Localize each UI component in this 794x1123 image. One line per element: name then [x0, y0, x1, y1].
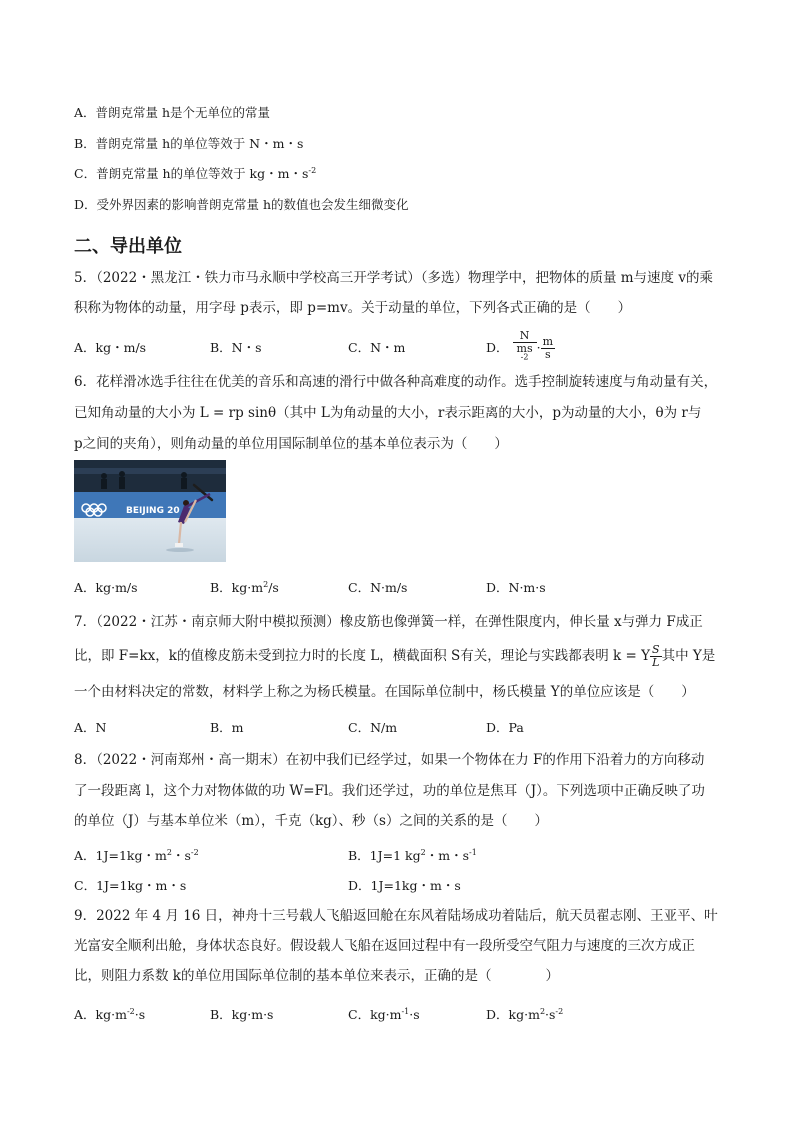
q8-line3: 的单位（J）与基本单位米（m），千克（kg）、秒（s）之间的关系的是（ ） — [74, 813, 548, 829]
q8-option-a: A．1J=1kg・$m^2$・$s^{-2}$ — [74, 847, 199, 863]
q7-option-b: B．m — [210, 720, 244, 735]
q4-option-b: B．普朗克常量 h的单位等效于 N・m・s — [74, 136, 304, 151]
q7-option-d: D．Pa — [486, 720, 524, 735]
q8-options-row1 — [74, 846, 734, 866]
q6-options — [74, 578, 734, 598]
q8-option-c: C．1J=1kg・m・s — [74, 878, 187, 893]
q7-line2: 比，即 F=kx，k的值橡皮筋未受到拉力时的长度 L，横截面积 S有关，理论与实践都表明 k = Y $\frac{S}{L}$ 其中 Y是 — [74, 643, 716, 669]
q5-options — [74, 329, 734, 368]
q7-options — [74, 718, 734, 738]
q9-line3: 比，则阻力系数 k的单位用国际单位制的基本单位来表示，正确的是（ ） — [74, 968, 559, 984]
photo-banner-text: BEIJING 20 — [126, 506, 180, 516]
q6-line1: 6．花样滑冰选手往往在优美的音乐和高速的滑行中做各种高难度的动作。选手控制旋转速度与角动量有关， — [74, 374, 718, 390]
q5-option-d: D． N ms $^{-2}$ · $\frac{m}{s}$ — [486, 329, 554, 362]
q5-option-c: C．N・m — [348, 340, 406, 355]
q5-line1: 5．（2022・黑龙江・铁力市马永顺中学校高三开学考试）（多选）物理学中，把物体的质量 m与速度 v的乘 — [74, 270, 713, 286]
q4-option-a: A．普朗克常量 h是个无单位的常量 — [74, 105, 271, 120]
q5-line2: 积称为物体的动量，用字母 p表示，即 p=mv。关于动量的单位，下列各式正确的是（ ） — [74, 300, 632, 316]
q6-option-b: B．$kg\cdot m^2/s$ — [210, 579, 279, 595]
q9-options — [74, 1005, 734, 1025]
q7-option-a: A．N — [74, 720, 107, 735]
q9-option-d: D．$kg\cdot m^2\cdot s^{-2}$ — [486, 1006, 564, 1022]
q6-option-d: D．N·m·s — [486, 580, 546, 595]
q4-option-c: C．普朗克常量 h的单位等效于 kg・m・$s^{-2}$ — [74, 165, 317, 181]
q9-line2: 光富安全顺利出舱，身体状态良好。假设载人飞船在返回过程中有一段所受空气阻力与速度的三次方成正 — [74, 938, 695, 954]
q6-line2: 已知角动量的大小为 L = rp sinθ（其中 L为角动量的大小，r表示距离的大小，p为动量的大小，θ为 r与 — [74, 405, 702, 421]
q8-option-d: D．1J=1kg・m・s — [348, 878, 461, 893]
figure-skater-photo — [74, 460, 226, 562]
figure-skater-illustration — [74, 460, 226, 562]
q7-line3: 一个由材料决定的常数，材料学上称之为杨氏模量。在国际单位制中，杨氏模量 Y的单位应该是（ ） — [74, 684, 695, 700]
q6-option-a: A．kg·m/s — [74, 580, 138, 595]
q7-option-c: C．N/m — [348, 720, 398, 735]
q8-line2: 了一段距离 l，这个力对物体做的功 W=Fl。我们还学过，功的单位是焦耳（J）。下列选项中正确反映了功 — [74, 783, 705, 799]
q9-option-a: A．$kg\cdot m^{-2}\cdot s$ — [74, 1006, 146, 1022]
q5-option-a: A．kg・m/s — [74, 340, 147, 355]
q8-options-row2 — [74, 876, 734, 896]
q8-line1: 8．（2022・河南郑州・高一期末）在初中我们已经学过，如果一个物体在力 F的作用下沿着力的方向移动 — [74, 752, 705, 768]
q7-line1: 7．（2022・江苏・南京师大附中模拟预测）橡皮筋也像弹簧一样，在弹性限度内，伸长量 x与弹力 F成正 — [74, 614, 703, 630]
q9-line1: 9．2022 年 4 月 16 日，神舟十三号载人飞船返回舱在东风着陆场成功着陆后，航天员翟志刚、王亚平、叶 — [74, 908, 718, 924]
q5-option-b: B．N・s — [210, 340, 262, 355]
q6-option-c: C．N·m/s — [348, 580, 408, 595]
section-heading: 二、导出单位 — [74, 236, 182, 257]
q4-option-d: D．受外界因素的影响普朗克常量 h的数值也会发生细微变化 — [74, 197, 409, 212]
q9-option-c: C．$kg\cdot m^{-1}\cdot s$ — [348, 1006, 420, 1022]
q8-option-b: B．1J=1 $kg^2$・m・$s^{-1}$ — [348, 847, 477, 863]
q9-option-b: B．kg·m·s — [210, 1007, 274, 1022]
q6-line3: p之间的夹角），则角动量的单位用国际制单位的基本单位表示为（ ） — [74, 436, 508, 452]
